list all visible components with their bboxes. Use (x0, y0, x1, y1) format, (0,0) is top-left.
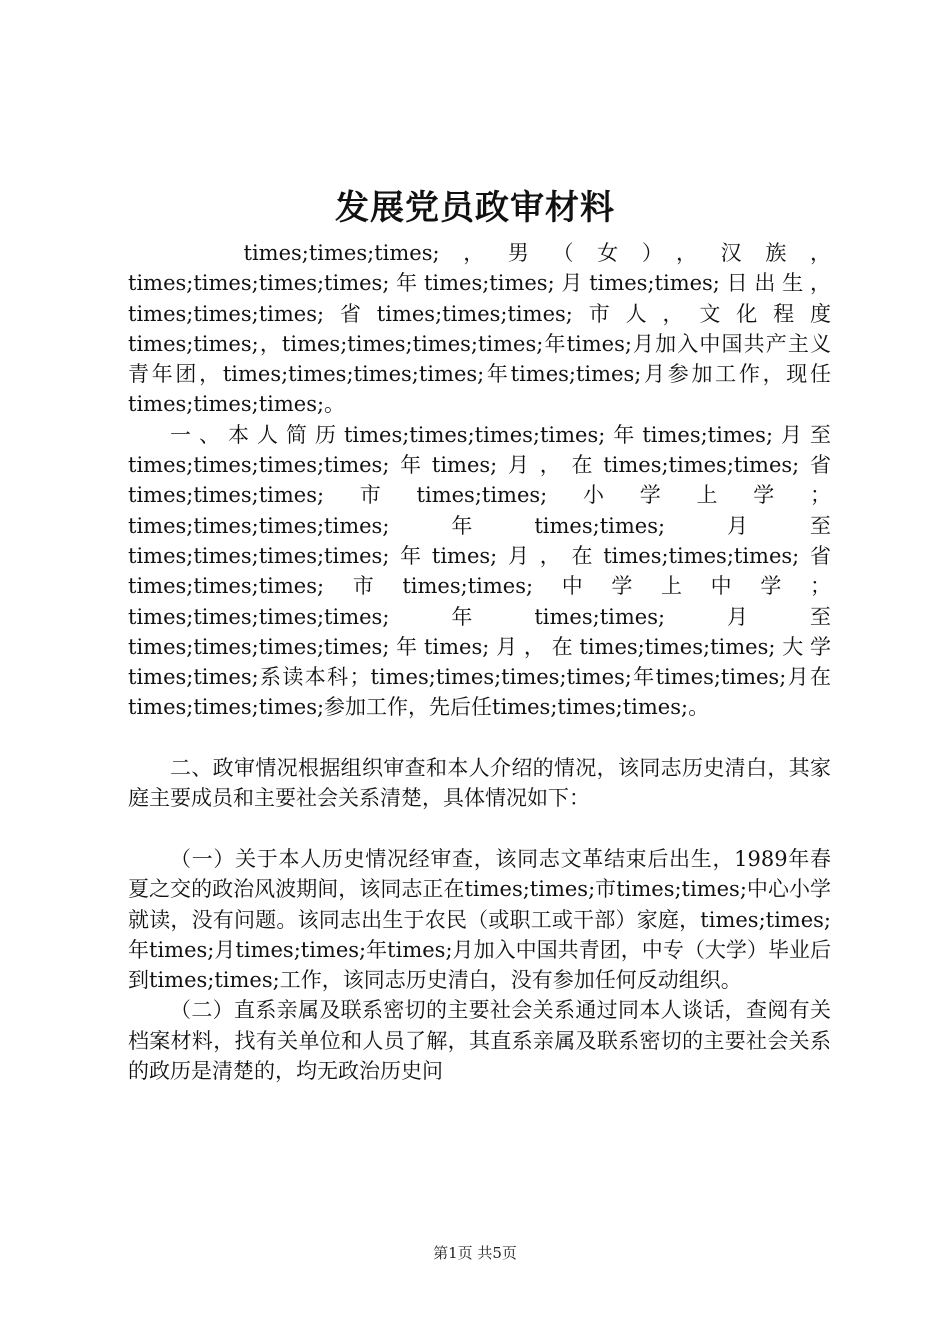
paragraph-personal-info: times;times;times;，男（女），汉族，times;times;times;times;年times;times;月times;times;日出生，times;times;times;省times;times;times;市人，文化程度times;times;，times;times;times;times;年times;月加入中国共产主义青年团，times;times;times;times;年times;times;月参加工作，现任times;times;times;。 (128, 241, 831, 417)
page-footer: 第1页 共5页 (433, 1244, 517, 1262)
paragraph-resume: 一、本人简历times;times;times;times;年times;times;月至times;times;times;times;年times;月，在times;times;times;省times;times;times;市times;times;小学上学；times;times;times;times;年times;times;月至times;times;times;times;年times;月，在times;times;times;省times;times;times;市times;times;中学上中学；times;times;times;times;年times;times;月至times;times;times;times;年times;月，在times;times;times;大学times;times;系读本科；times;times;times;times;年times;times;月在times;times;times;参加工作，先后任times;times;times;。 (128, 422, 831, 720)
paragraph-family-relations: （二）直系亲属及联系密切的主要社会关系通过同本人谈话，查阅有关档案材料，找有关单位和人员了解，其直系亲属及联系密切的主要社会关系的政历是清楚的，均无政治历史问 (128, 998, 831, 1084)
document-title: 发展党员政审材料 (335, 188, 615, 228)
paragraph-review-status: 二、政审情况根据组织审查和本人介绍的情况，该同志历史清白，其家庭主要成员和主要社会关系清楚，具体情况如下： (128, 756, 831, 811)
paragraph-personal-history: （一）关于本人历史情况经审查，该同志文革结束后出生，1989年春夏之交的政治风波期间，该同志正在times;times;市times;times;中心小学就读，没有问题。该同志出生于农民（或职工或干部）家庭，times;times;年times;月times;times;年times;月加入中国共青团，中专（大学）毕业后到times;times;工作，该同志历史清白，没有参加任何反动组织。 (128, 846, 831, 993)
document-body (128, 238, 831, 1086)
